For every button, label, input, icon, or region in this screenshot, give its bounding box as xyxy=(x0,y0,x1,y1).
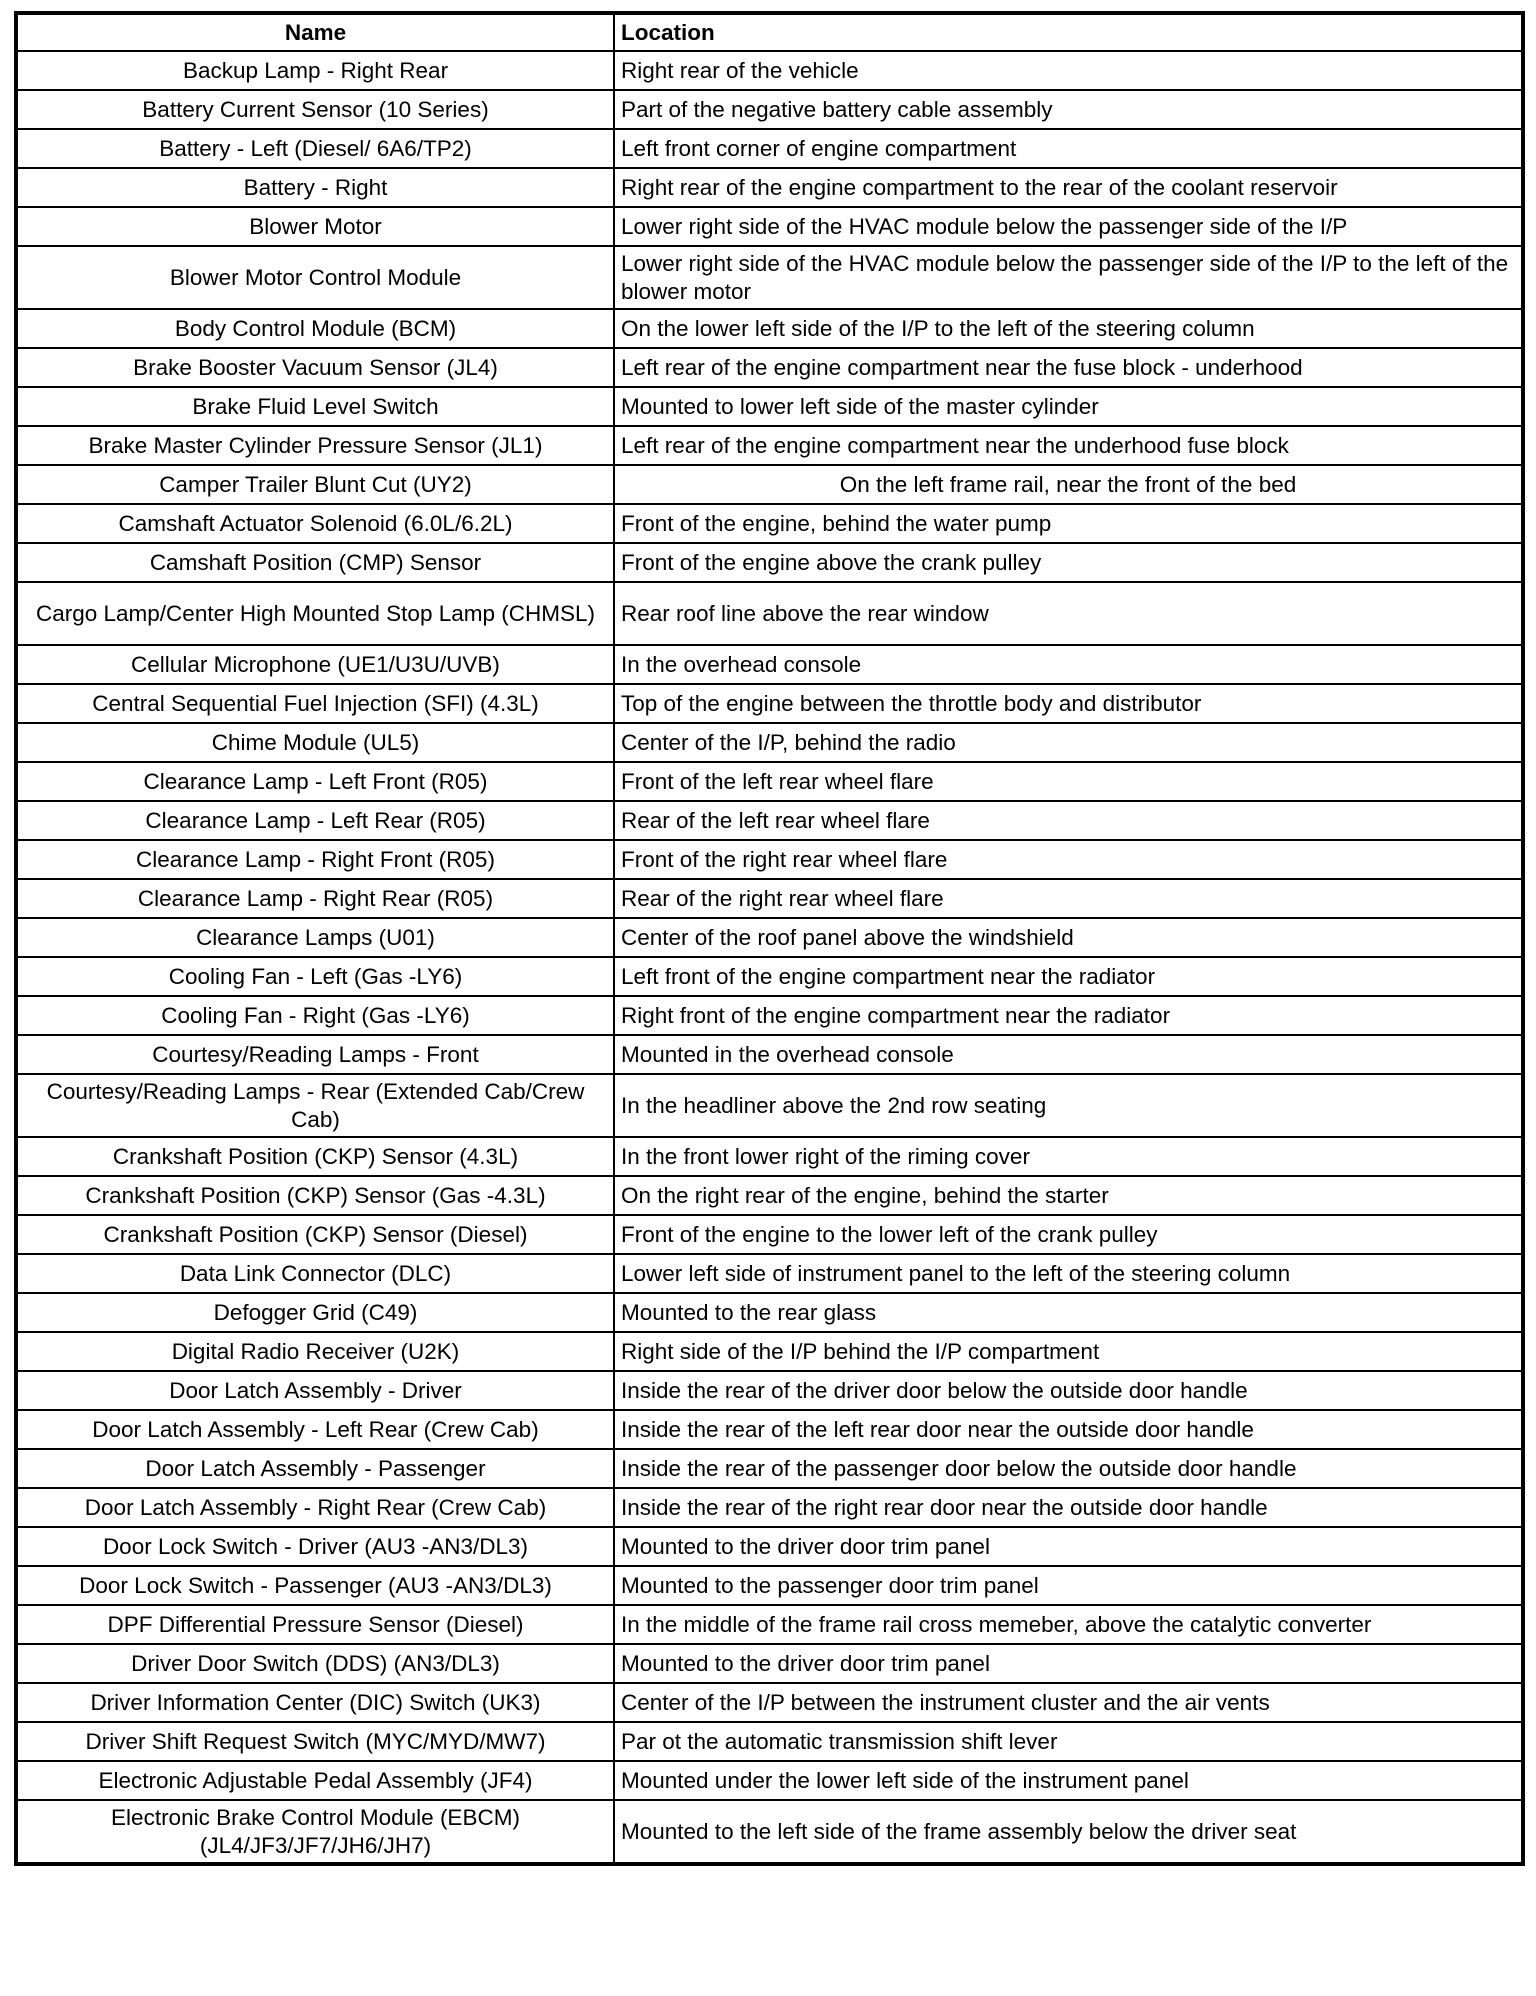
component-name-cell: Door Lock Switch - Passenger (AU3 -AN3/DL3) xyxy=(16,1566,614,1605)
component-location-cell: Mounted to the passenger door trim panel xyxy=(614,1566,1523,1605)
component-location-cell: Top of the engine between the throttle body and distributor xyxy=(614,684,1523,723)
table-row xyxy=(16,1488,1523,1527)
component-location-cell: Right rear of the engine compartment to the rear of the coolant reservoir xyxy=(614,168,1523,207)
component-location-cell: Center of the I/P between the instrument cluster and the air vents xyxy=(614,1683,1523,1722)
component-location-cell: In the headliner above the 2nd row seating xyxy=(614,1074,1523,1137)
table-row xyxy=(16,1332,1523,1371)
component-name-cell: Clearance Lamp - Left Front (R05) xyxy=(16,762,614,801)
table-row xyxy=(16,207,1523,246)
component-name-cell: Driver Shift Request Switch (MYC/MYD/MW7) xyxy=(16,1722,614,1761)
table-row xyxy=(16,1566,1523,1605)
table-row xyxy=(16,1761,1523,1800)
component-location-cell: Rear roof line above the rear window xyxy=(614,582,1523,645)
table-row xyxy=(16,129,1523,168)
table-row xyxy=(16,309,1523,348)
component-location-cell: Right front of the engine compartment near the radiator xyxy=(614,996,1523,1035)
table-row xyxy=(16,168,1523,207)
component-name-cell: Backup Lamp - Right Rear xyxy=(16,51,614,90)
component-name-cell: Crankshaft Position (CKP) Sensor (Gas -4.3L) xyxy=(16,1176,614,1215)
table-row xyxy=(16,348,1523,387)
component-name-cell: Electronic Adjustable Pedal Assembly (JF4) xyxy=(16,1761,614,1800)
table-row xyxy=(16,51,1523,90)
component-name-cell: Door Latch Assembly - Right Rear (Crew Cab) xyxy=(16,1488,614,1527)
component-name-cell: Camper Trailer Blunt Cut (UY2) xyxy=(16,465,614,504)
component-location-cell: In the front lower right of the riming cover xyxy=(614,1137,1523,1176)
component-location-cell: Left front corner of engine compartment xyxy=(614,129,1523,168)
header-location: Location xyxy=(614,13,1523,51)
table-row xyxy=(16,840,1523,879)
component-location-cell: Left front of the engine compartment near the radiator xyxy=(614,957,1523,996)
component-name-cell: Camshaft Actuator Solenoid (6.0L/6.2L) xyxy=(16,504,614,543)
table-row xyxy=(16,465,1523,504)
table-row xyxy=(16,1254,1523,1293)
component-location-cell: Center of the roof panel above the windshield xyxy=(614,918,1523,957)
table-row xyxy=(16,1371,1523,1410)
component-name-cell: Door Latch Assembly - Driver xyxy=(16,1371,614,1410)
component-location-cell: Mounted to the driver door trim panel xyxy=(614,1527,1523,1566)
component-location-cell: Inside the rear of the right rear door near the outside door handle xyxy=(614,1488,1523,1527)
header-name: Name xyxy=(16,13,614,51)
component-location-cell: Inside the rear of the driver door below the outside door handle xyxy=(614,1371,1523,1410)
component-location-cell: Right rear of the vehicle xyxy=(614,51,1523,90)
table-row xyxy=(16,1035,1523,1074)
table-row xyxy=(16,1800,1523,1864)
component-location-cell: Mounted to lower left side of the master cylinder xyxy=(614,387,1523,426)
component-name-cell: Clearance Lamp - Right Front (R05) xyxy=(16,840,614,879)
table-row xyxy=(16,1137,1523,1176)
component-location-cell: Inside the rear of the passenger door below the outside door handle xyxy=(614,1449,1523,1488)
table-row xyxy=(16,723,1523,762)
component-name-cell: Battery - Left (Diesel/ 6A6/TP2) xyxy=(16,129,614,168)
component-name-cell: Door Lock Switch - Driver (AU3 -AN3/DL3) xyxy=(16,1527,614,1566)
component-name-cell: Battery Current Sensor (10 Series) xyxy=(16,90,614,129)
component-location-table xyxy=(14,11,1525,1866)
table-row xyxy=(16,879,1523,918)
component-name-cell: Courtesy/Reading Lamps - Rear (Extended Cab/Crew Cab) xyxy=(16,1074,614,1137)
table-row xyxy=(16,1176,1523,1215)
table-row xyxy=(16,426,1523,465)
component-location-cell: Par ot the automatic transmission shift lever xyxy=(614,1722,1523,1761)
component-name-cell: Crankshaft Position (CKP) Sensor (4.3L) xyxy=(16,1137,614,1176)
component-name-cell: Crankshaft Position (CKP) Sensor (Diesel) xyxy=(16,1215,614,1254)
header-row xyxy=(16,13,1523,51)
table-row xyxy=(16,1074,1523,1137)
component-name-cell: Driver Information Center (DIC) Switch (UK3) xyxy=(16,1683,614,1722)
table-row xyxy=(16,1722,1523,1761)
component-name-cell: Cargo Lamp/Center High Mounted Stop Lamp (CHMSL) xyxy=(16,582,614,645)
component-name-cell: Defogger Grid (C49) xyxy=(16,1293,614,1332)
component-location-cell: Front of the left rear wheel flare xyxy=(614,762,1523,801)
table-row xyxy=(16,762,1523,801)
component-name-cell: Battery - Right xyxy=(16,168,614,207)
component-name-cell: Camshaft Position (CMP) Sensor xyxy=(16,543,614,582)
table-row xyxy=(16,246,1523,309)
component-name-cell: Clearance Lamp - Left Rear (R05) xyxy=(16,801,614,840)
component-location-cell: Right side of the I/P behind the I/P compartment xyxy=(614,1332,1523,1371)
component-location-cell: Mounted to the left side of the frame assembly below the driver seat xyxy=(614,1800,1523,1864)
component-name-cell: Brake Booster Vacuum Sensor (JL4) xyxy=(16,348,614,387)
component-name-cell: Brake Fluid Level Switch xyxy=(16,387,614,426)
component-location-cell: Left rear of the engine compartment near the fuse block - underhood xyxy=(614,348,1523,387)
component-location-cell: Part of the negative battery cable assembly xyxy=(614,90,1523,129)
table-row xyxy=(16,504,1523,543)
table-row xyxy=(16,1410,1523,1449)
component-location-cell: Front of the engine above the crank pulley xyxy=(614,543,1523,582)
component-name-cell: DPF Differential Pressure Sensor (Diesel) xyxy=(16,1605,614,1644)
component-location-cell: Mounted under the lower left side of the instrument panel xyxy=(614,1761,1523,1800)
table-row xyxy=(16,1449,1523,1488)
component-location-cell: Mounted to the driver door trim panel xyxy=(614,1644,1523,1683)
table-row xyxy=(16,1293,1523,1332)
component-location-cell: Rear of the left rear wheel flare xyxy=(614,801,1523,840)
component-location-cell: Inside the rear of the left rear door near the outside door handle xyxy=(614,1410,1523,1449)
component-name-cell: Data Link Connector (DLC) xyxy=(16,1254,614,1293)
component-location-cell: Lower right side of the HVAC module below the passenger side of the I/P xyxy=(614,207,1523,246)
component-name-cell: Central Sequential Fuel Injection (SFI) (4.3L) xyxy=(16,684,614,723)
component-name-cell: Door Latch Assembly - Left Rear (Crew Cab) xyxy=(16,1410,614,1449)
component-name-cell: Courtesy/Reading Lamps - Front xyxy=(16,1035,614,1074)
component-location-cell: Lower left side of instrument panel to the left of the steering column xyxy=(614,1254,1523,1293)
component-location-cell: Mounted to the rear glass xyxy=(614,1293,1523,1332)
component-name-cell: Brake Master Cylinder Pressure Sensor (JL1) xyxy=(16,426,614,465)
table-row xyxy=(16,684,1523,723)
table-row xyxy=(16,1683,1523,1722)
component-location-cell: Front of the engine to the lower left of the crank pulley xyxy=(614,1215,1523,1254)
component-location-cell: Front of the engine, behind the water pump xyxy=(614,504,1523,543)
component-name-cell: Cooling Fan - Left (Gas -LY6) xyxy=(16,957,614,996)
component-name-cell: Clearance Lamp - Right Rear (R05) xyxy=(16,879,614,918)
component-location-cell: Front of the right rear wheel flare xyxy=(614,840,1523,879)
component-location-cell: Center of the I/P, behind the radio xyxy=(614,723,1523,762)
table-row xyxy=(16,582,1523,645)
table-row xyxy=(16,90,1523,129)
component-name-cell: Cooling Fan - Right (Gas -LY6) xyxy=(16,996,614,1035)
table-row xyxy=(16,1644,1523,1683)
component-name-cell: Digital Radio Receiver (U2K) xyxy=(16,1332,614,1371)
table-row xyxy=(16,1605,1523,1644)
table-row xyxy=(16,543,1523,582)
table-row xyxy=(16,918,1523,957)
table-row xyxy=(16,1527,1523,1566)
component-location-cell: In the overhead console xyxy=(614,645,1523,684)
component-location-cell: In the middle of the frame rail cross memeber, above the catalytic converter xyxy=(614,1605,1523,1644)
table-row xyxy=(16,387,1523,426)
component-name-cell: Chime Module (UL5) xyxy=(16,723,614,762)
component-location-cell: Mounted in the overhead console xyxy=(614,1035,1523,1074)
table-row xyxy=(16,1215,1523,1254)
component-location-cell: On the left frame rail, near the front of the bed xyxy=(614,465,1523,504)
table-row xyxy=(16,957,1523,996)
component-name-cell: Driver Door Switch (DDS) (AN3/DL3) xyxy=(16,1644,614,1683)
component-location-cell: Rear of the right rear wheel flare xyxy=(614,879,1523,918)
component-location-cell: On the right rear of the engine, behind the starter xyxy=(614,1176,1523,1215)
component-name-cell: Door Latch Assembly - Passenger xyxy=(16,1449,614,1488)
component-name-cell: Clearance Lamps (U01) xyxy=(16,918,614,957)
component-location-cell: Left rear of the engine compartment near the underhood fuse block xyxy=(614,426,1523,465)
table-body xyxy=(16,51,1523,1864)
table-row xyxy=(16,996,1523,1035)
table-row xyxy=(16,645,1523,684)
component-name-cell: Blower Motor Control Module xyxy=(16,246,614,309)
component-location-cell: Lower right side of the HVAC module below the passenger side of the I/P to the left of the blower motor xyxy=(614,246,1523,309)
component-name-cell: Electronic Brake Control Module (EBCM) (JL4/JF3/JF7/JH6/JH7) xyxy=(16,1800,614,1864)
component-name-cell: Cellular Microphone (UE1/U3U/UVB) xyxy=(16,645,614,684)
component-name-cell: Body Control Module (BCM) xyxy=(16,309,614,348)
component-name-cell: Blower Motor xyxy=(16,207,614,246)
table-row xyxy=(16,801,1523,840)
component-location-cell: On the lower left side of the I/P to the left of the steering column xyxy=(614,309,1523,348)
